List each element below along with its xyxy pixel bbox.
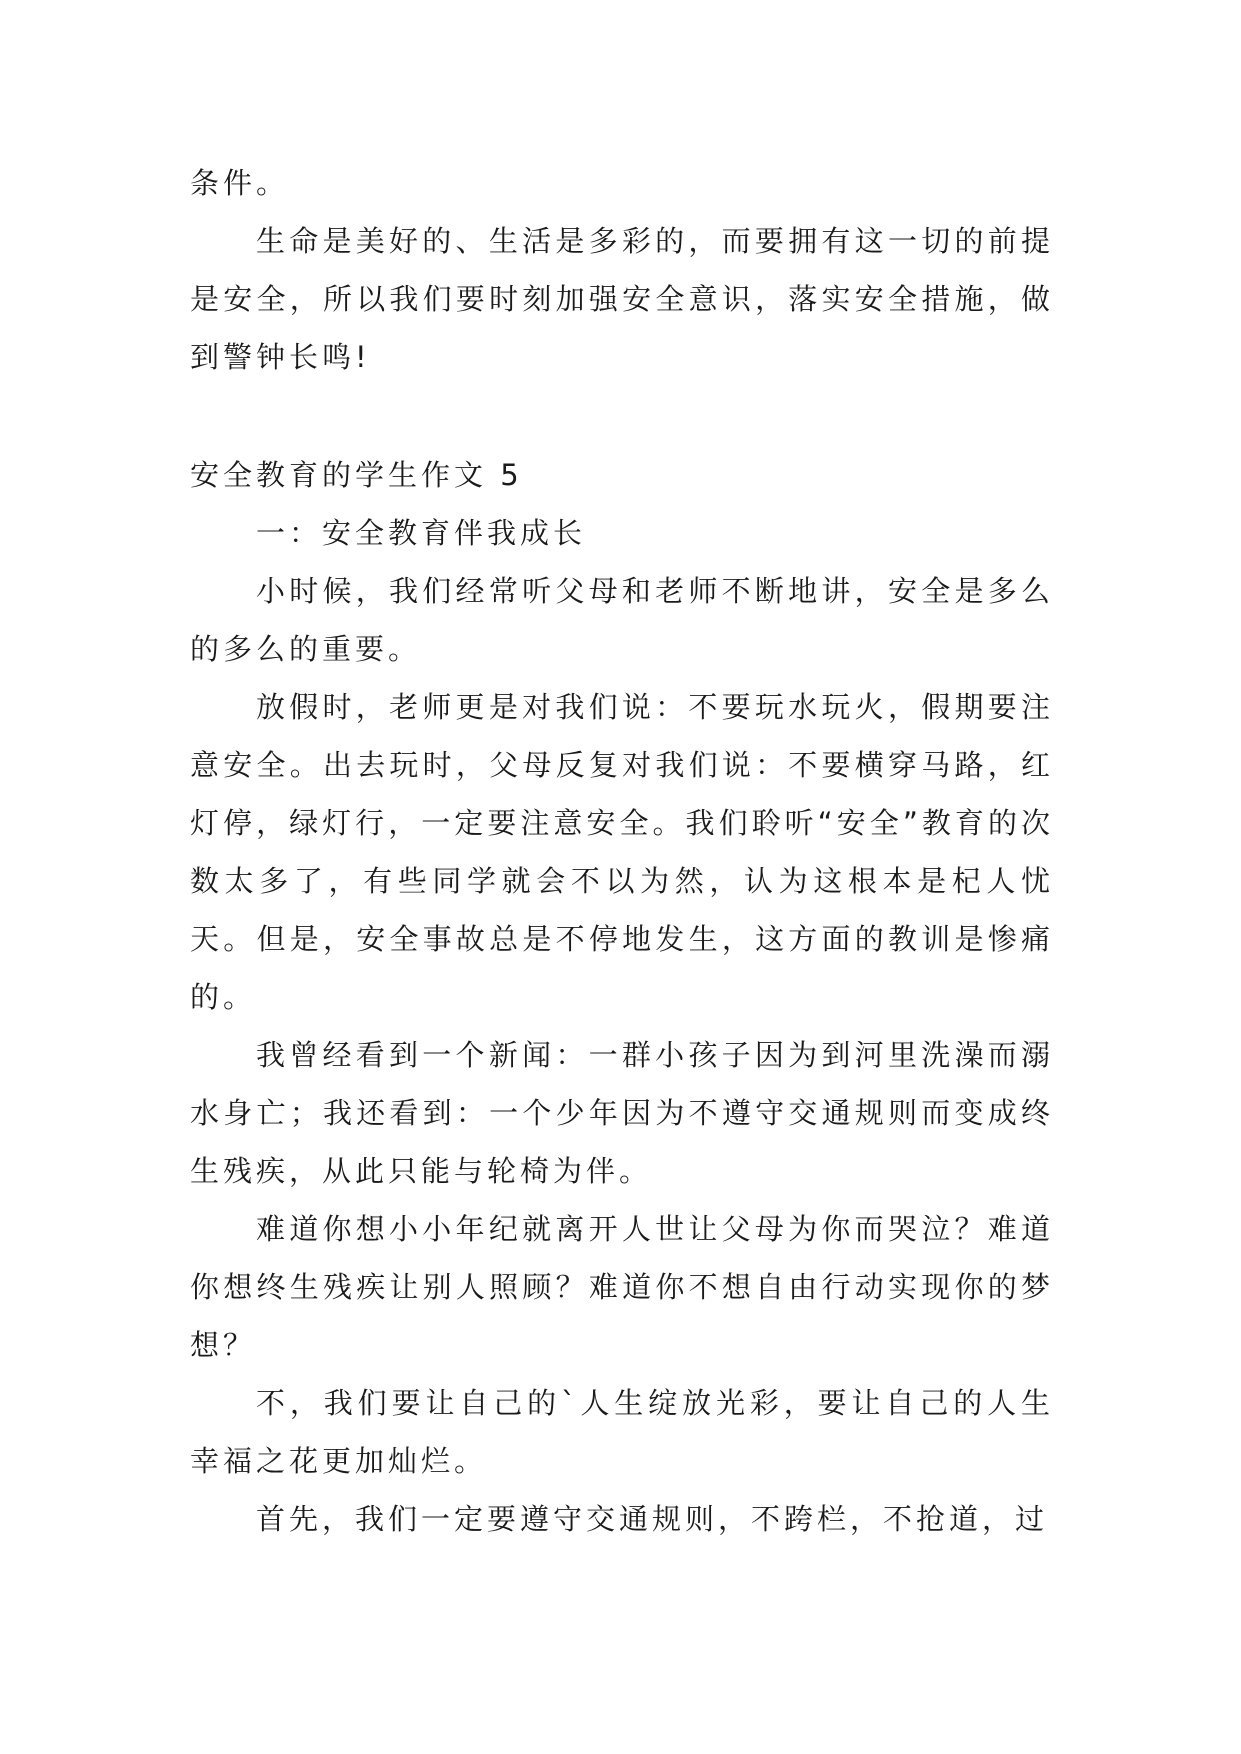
paragraph: 小时候，我们经常听父母和老师不断地讲，安全是多么的多么的重要。: [190, 574, 1054, 666]
paragraph-continuation: 条件。: [190, 166, 290, 200]
paragraph: 我曾经看到一个新闻：一群小孩子因为到河里洗澡而溺水身亡；我还看到：一个少年因为不遵守交通规则而变成终生残疾，从此只能与轮椅为伴。: [190, 1038, 1054, 1188]
paragraph: 首先，我们一定要遵守交通规则，不跨栏，不抢道，过: [256, 1502, 1049, 1536]
paragraph: 放假时，老师更是对我们说：不要玩水玩火，假期要注意安全。出去玩时，父母反复对我们说：不要横穿马路，红灯停，绿灯行，一定要注意安全。我们聆听“安全”教育的次数太多了，有些同学就会不以为然，认为这根本是杞人忧天。但是，安全事故总是不停地发生，这方面的教训是惨痛的。: [190, 690, 1054, 1014]
paragraph: 难道你想小小年纪就离开人世让父母为你而哭泣？难道你想终生残疾让别人照顾？难道你不想自由行动实现你的梦想？: [190, 1212, 1054, 1362]
paragraph-conclusion: 生命是美好的、生活是多彩的，而要拥有这一切的前提是安全，所以我们要时刻加强安全意识，落实安全措施，做到警钟长鸣!: [190, 224, 1054, 374]
essay-subtitle: 一：安全教育伴我成长: [256, 516, 587, 550]
paragraph: 不，我们要让自己的`人生绽放光彩，要让自己的人生幸福之花更加灿烂。: [190, 1386, 1054, 1478]
document-body: [190, 154, 1054, 1548]
essay-title: 安全教育的学生作文 5: [190, 458, 523, 492]
